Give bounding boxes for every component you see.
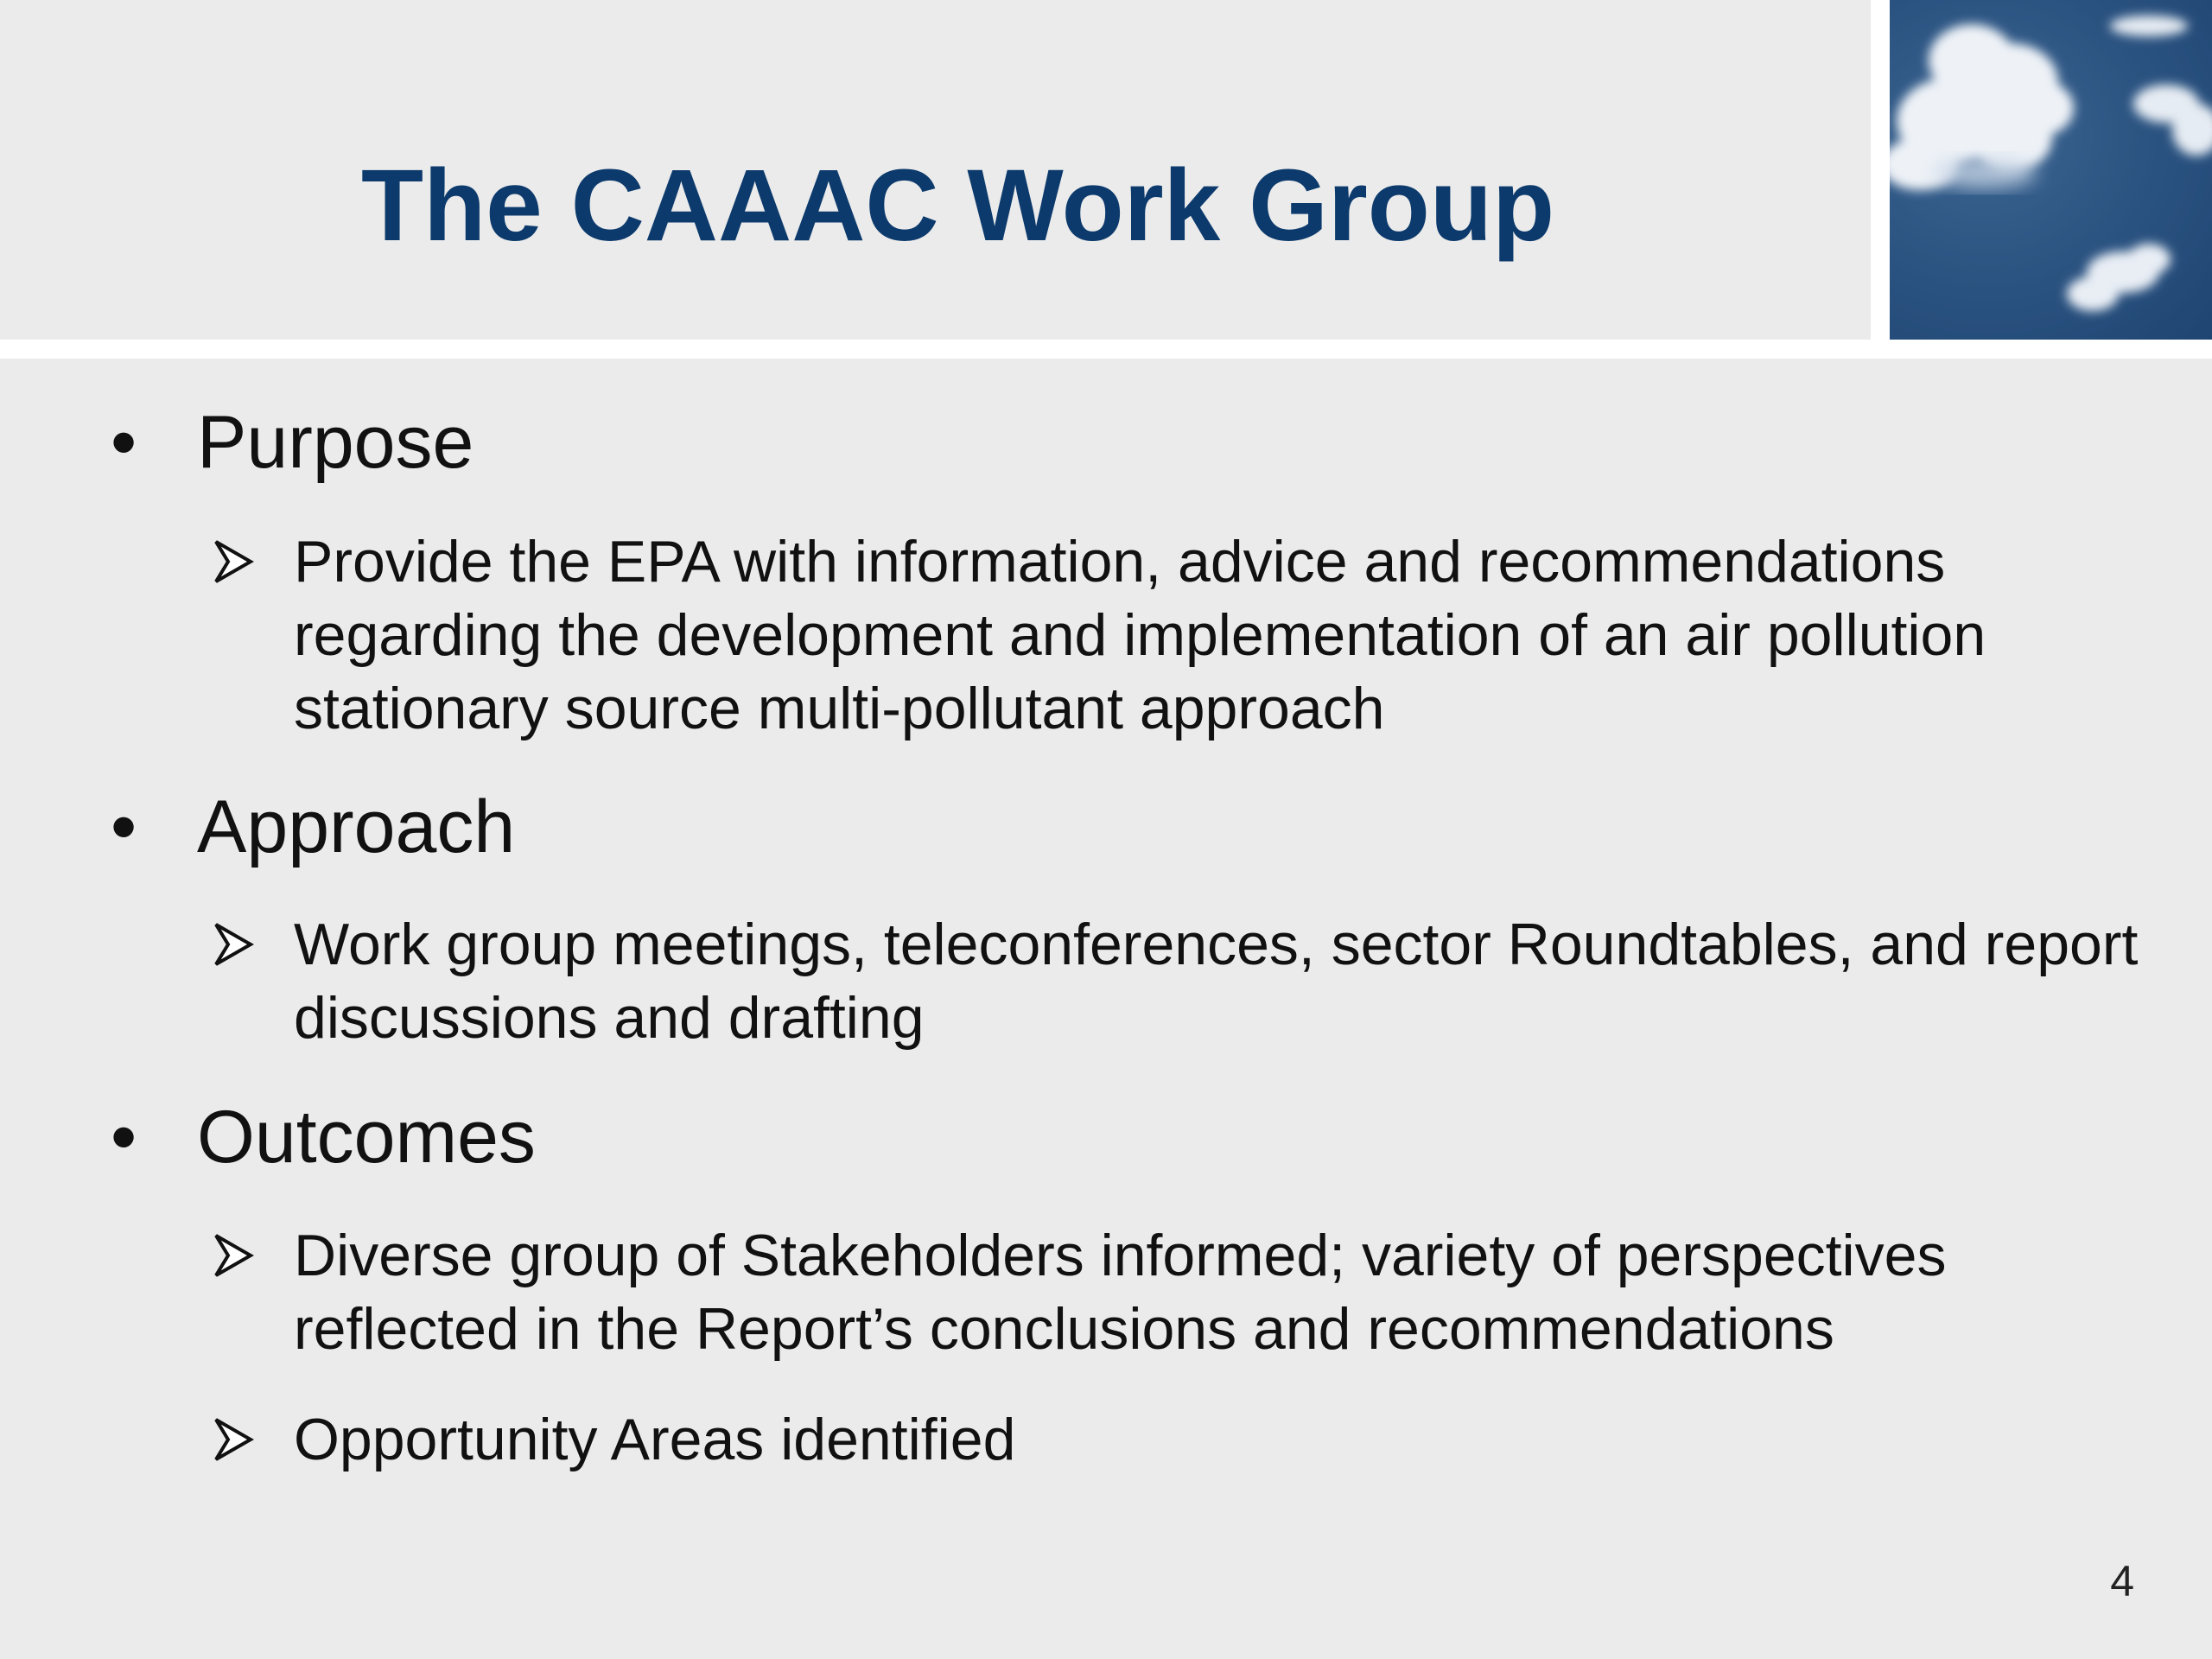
- section-item-outcomes-1: Diverse group of Stakeholders informed; variety of perspectives reflected in the Report’s conclusions and recommendations: [294, 1223, 1947, 1362]
- arrowhead-bullet-icon: [213, 1416, 254, 1463]
- section-heading-outcomes: Outcomes: [197, 1096, 536, 1179]
- slide-title: The CAAAC Work Group: [361, 149, 1555, 263]
- round-bullet-icon: •: [111, 785, 137, 868]
- section-heading-purpose: Purpose: [197, 401, 474, 484]
- round-bullet-icon: •: [111, 1096, 137, 1179]
- arrowhead-bullet-icon: [213, 1232, 254, 1279]
- section-item-outcomes-2: Opportunity Areas identified: [294, 1407, 1016, 1472]
- arrowhead-bullet-icon: [213, 538, 254, 585]
- arrowhead-bullet-icon: [213, 921, 254, 968]
- section-item-purpose-1: Provide the EPA with information, advice and recommendations regarding the development and implementation of an air pollution stationary source multi-pollutant approach: [294, 529, 1986, 741]
- round-bullet-icon: •: [111, 401, 137, 484]
- section-item-approach-1: Work group meetings, teleconferences, sector Roundtables, and report discussions and drafting: [294, 912, 2139, 1051]
- section-heading-approach: Approach: [197, 785, 516, 868]
- page-number: 4: [2110, 1557, 2134, 1605]
